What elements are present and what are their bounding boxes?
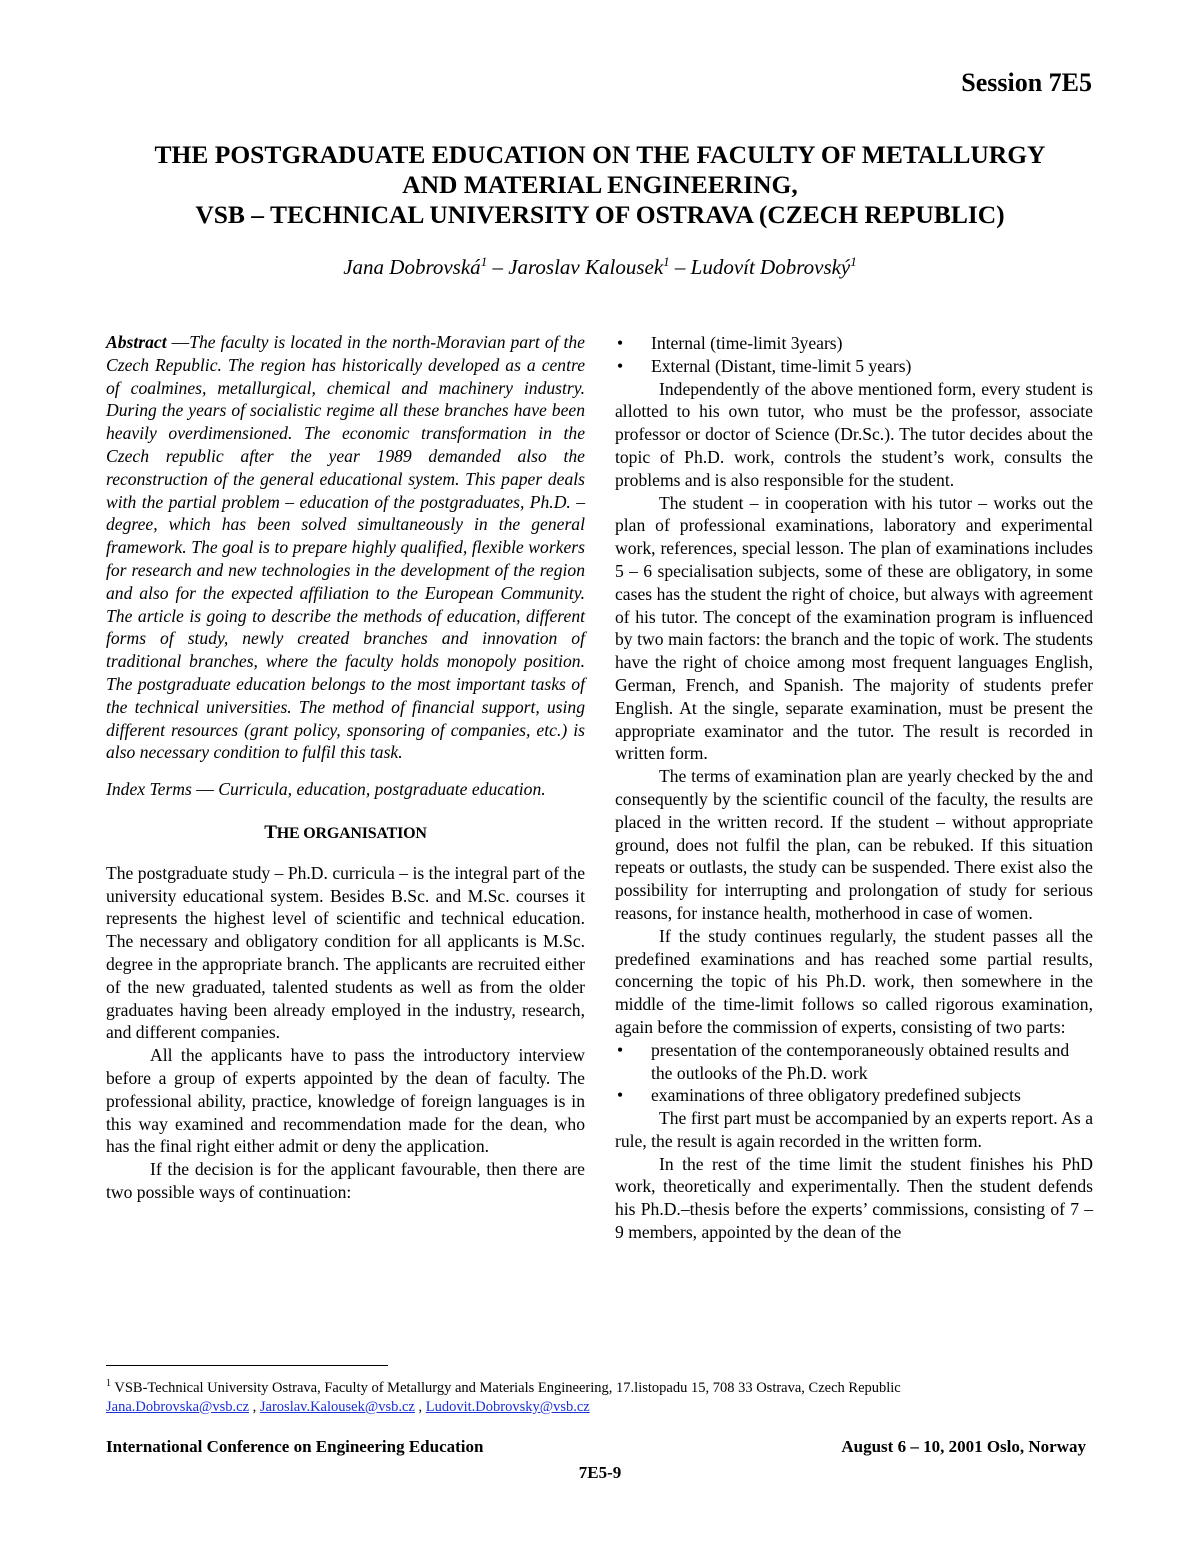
section-heading [106, 821, 585, 846]
body-paragraph: The first part must be accompanied by an experts report. As a rule, the result is again recorded in the written form. [615, 1108, 1093, 1151]
body-paragraph: Independently of the above mentioned form, every student is allotted to his own tutor, who must be the professor, associate professor or doctor of Science (Dr.Sc.). The tutor decides about the topic of Ph.D. work, controls the student’s work, consults the problems and is also responsible for the student. [615, 378, 1093, 490]
left-column [106, 331, 585, 1204]
footer-conference: International Conference on Engineering Education [106, 1437, 484, 1456]
author-name: Jaroslav Kalousek [508, 255, 664, 279]
bullet-icon: • [617, 355, 624, 376]
author-list [60, 254, 1140, 280]
email-separator: , [414, 1398, 426, 1415]
body-paragraph: The terms of examination plan are yearly checked by the and consequently by the scientific council of the faculty, the results are placed in the written record. If the student – without appropriate ground, does not fulfil the plan, can be rebuked. If this situation repeats or outlasts, the study can be suspended. There exist also the possibility for interrupting and prolongation of study for serious reasons, for instance health, motherhood in case of women. [615, 766, 1093, 923]
footnote-text: VSB-Technical University Ostrava, Faculty of Metallurgy and Materials Engineering, 17.listopadu 15, 708 33 Ostrava, Czech Republic [114, 1379, 901, 1396]
author-separator: – [669, 255, 691, 279]
body-paragraph: The postgraduate study – Ph.D. curricula – is the integral part of the university educational system. Besides B.Sc. and M.Sc. courses it represents the highest level of scientific and technical education. The necessary and obligatory condition for all applicants is M.Sc. degree in the appropriate branch. The applicants are recruited either of the new graduated, talented students as well as from the older graduates having been already employed in the industry, research, and different companies. [106, 862, 585, 1043]
bullet-text: Internal (time-limit 3years) [651, 333, 843, 353]
author-affiliation-mark: 1 [480, 254, 488, 269]
footnote-divider [106, 1365, 388, 1366]
author-affiliation-mark: 1 [850, 254, 857, 269]
bullet-item [615, 355, 1093, 378]
paper-title [60, 140, 1140, 230]
body-paragraph: All the applicants have to pass the introductory interview before a group of experts appointed by the dean of faculty. The professional ability, practice, knowledge of foreign languages is in this way examined and recommendation made for the dean, who has the final right either admit or deny the application. [106, 1045, 585, 1157]
email-separator: , [249, 1398, 260, 1415]
index-terms-label: Index Terms [106, 779, 192, 800]
body-paragraph: If the decision is for the applicant favourable, then there are two possible ways of continuation: [106, 1159, 585, 1202]
title-line: THE POSTGRADUATE EDUCATION ON THE FACULTY OF METALLURGY [154, 140, 1046, 169]
bullet-item [615, 1039, 1093, 1085]
footnote-emails [106, 1398, 1106, 1417]
footnote [106, 1374, 1106, 1417]
bullet-icon: • [617, 1039, 624, 1060]
index-terms-dash: –– [191, 779, 219, 800]
bullet-text: examinations of three obligatory predefined subjects [651, 1085, 1021, 1106]
author-name: Jana Dobrovská [343, 255, 481, 279]
bullet-text: External (Distant, time-limit 5 years) [651, 355, 912, 376]
abstract [106, 331, 585, 764]
section-heading-rest: HE ORGANISATION [276, 824, 427, 842]
bullet-item [615, 1084, 1093, 1107]
section-heading-initial: T [264, 821, 277, 843]
email-link[interactable]: Ludovit.Dobrovsky@vsb.cz [425, 1398, 590, 1415]
index-terms-text: Curricula, education, postgraduate education. [218, 779, 546, 800]
session-label: Session 7E5 [961, 68, 1092, 97]
abstract-text: The faculty is located in the north-Moravian part of the Czech Republic. The region has historically developed as a centre of coalmines, metallurgical, chemical and machinery industry. During the years of socialistic regime all these branches have been heavily overdimensioned. The economic transformation in the Czech republic after the year 1989 demanded also the reconstruction of the general educational system. This paper deals with the partial problem – education of the postgraduates, Ph.D. – degree, which has been solved simultaneously in the general framework. The goal is to prepare highly qualified, flexible workers for research and new technologies in the development of the region and also for the expected affiliation to the European Community. The article is going to describe the methods of education, different forms of study, newly created branches and innovation of traditional branches, where the faculty holds monopoly position. The postgraduate education belongs to the most important tasks of the technical universities. The method of financial support, using different resources (grant policy, sponsoring of companies, etc.) is also necessary condition to fulfil this task. [106, 332, 585, 763]
page-number: 7E5-9 [578, 1463, 622, 1482]
email-link[interactable]: Jana.Dobrovska@vsb.cz [106, 1398, 250, 1415]
title-line: VSB – TECHNICAL UNIVERSITY OF OSTRAVA (CZECH REPUBLIC) [195, 200, 1005, 229]
bullet-text: presentation of the contemporaneously obtained results and the outlooks of the Ph.D. work [651, 1039, 1070, 1083]
footnote-mark: 1 [106, 1378, 111, 1389]
author-separator: – [487, 255, 509, 279]
email-link[interactable]: Jaroslav.Kalousek@vsb.cz [259, 1398, 415, 1415]
bullet-item [615, 332, 1093, 355]
right-column [615, 332, 1093, 1244]
title-line: AND MATERIAL ENGINEERING, [402, 170, 798, 199]
body-paragraph: The student – in cooperation with his tutor – works out the plan of professional examinations, laboratory and experimental work, references, special lesson. The plan of examinations includes 5 – 6 specialisation subjects, some of these are obligatory, in some cases has the student the right of choice, but always with agreement of his tutor. The concept of the examination program is influenced by two main factors: the branch and the topic of work. The students have the right of choice among most frequent languages English, German, French, and Spanish. The majority of students prefer English. At the single, separate examination, must be present the appropriate examinator and the tutor. The result is recorded in written form. [615, 492, 1093, 764]
bullet-icon: • [617, 333, 624, 353]
body-paragraph: In the rest of the time limit the student finishes his PhD work, theoretically and experimentally. Then the student defends his Ph.D.–thesis before the experts’ commissions, consisting of 7 – 9 members, appointed by the dean of the [615, 1153, 1093, 1243]
body-paragraph: If the study continues regularly, the student passes all the predefined examinations and has reached some partial results, concerning the topic of his Ph.D. work, then somewhere in the middle of the time-limit follows so called rigorous examination, again before the commission of experts, consisting of two parts: [615, 925, 1093, 1037]
abstract-dash: –– [166, 332, 190, 352]
bullet-icon: • [617, 1085, 624, 1106]
index-terms [106, 778, 585, 801]
author-affiliation-mark: 1 [663, 254, 670, 269]
abstract-label: Abstract [106, 332, 167, 352]
footnote-affiliation [106, 1374, 1106, 1398]
footer-date-place: August 6 – 10, 2001 Oslo, Norway [841, 1437, 1086, 1456]
author-name: Ludovít Dobrovský [690, 255, 851, 279]
